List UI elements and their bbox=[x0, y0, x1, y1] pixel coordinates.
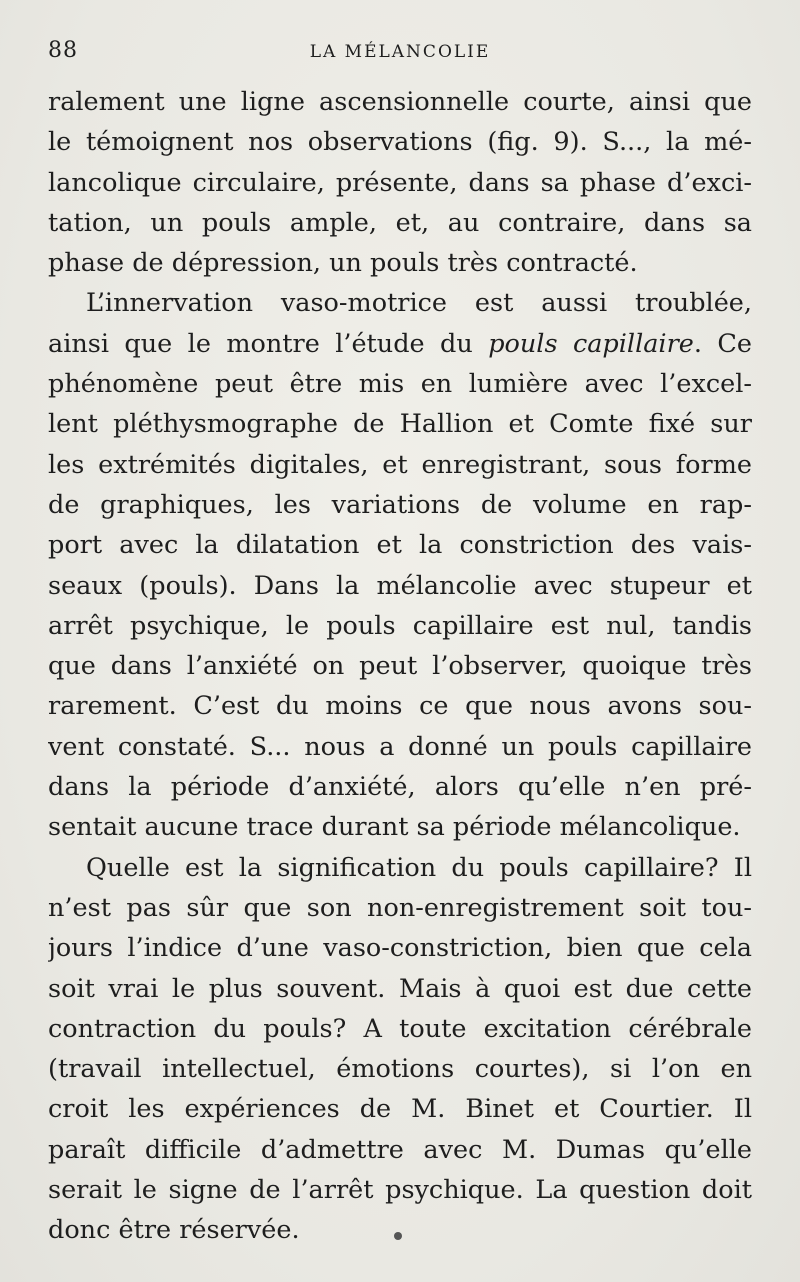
ink-dot-ornament bbox=[394, 1232, 402, 1240]
text-line: Quelle est la signification du pouls capillaire? Il bbox=[86, 852, 752, 883]
page-number: 88 bbox=[48, 38, 78, 63]
text-line: arrêt psychique, le pouls capillaire est nul, tandis bbox=[48, 610, 752, 641]
text-line: paraît difficile d’admettre avec M. Dumas qu’elle bbox=[48, 1134, 752, 1165]
text-line: sentait aucune trace durant sa période mélancolique. bbox=[48, 812, 741, 843]
text-line: dans la période d’anxiété, alors qu’elle n’en pré- bbox=[48, 772, 752, 803]
text-segment: ainsi que le montre l’étude du bbox=[48, 328, 473, 359]
text-line: ralement une ligne ascensionnelle courte, ainsi que bbox=[48, 87, 752, 117]
text-line: vent constaté. S... nous a donné un pouls capillaire bbox=[48, 731, 752, 762]
text-line: lancolique circulaire, présente, dans sa phase d’exci- bbox=[48, 167, 752, 198]
text-line: serait le signe de l’arrêt psychique. La question doit bbox=[48, 1175, 752, 1206]
running-title: LA MÉLANCOLIE bbox=[309, 42, 491, 62]
text-line-with-emphasis bbox=[48, 324, 752, 364]
text-line: donc être réservée. bbox=[48, 1215, 300, 1246]
text-line: n’est pas sûr que son non-enregistrement soit tou- bbox=[48, 892, 752, 923]
text-line: contraction du pouls? A toute excitation cérébrale bbox=[48, 1013, 752, 1044]
body-text bbox=[48, 82, 752, 1251]
text-line: seaux (pouls). Dans la mélancolie avec stupeur et bbox=[48, 570, 752, 601]
text-line: le témoignent nos observations (fig. 9). S..., la mé- bbox=[48, 127, 752, 158]
text-line: tation, un pouls ample, et, au contraire, dans sa bbox=[48, 207, 752, 238]
text-line: (travail intellectuel, émotions courtes), si l’on en bbox=[48, 1054, 752, 1085]
text-line: phase de dépression, un pouls très contracté. bbox=[48, 248, 638, 279]
text-segment: . Ce bbox=[693, 328, 752, 359]
text-line: soit vrai le plus souvent. Mais à quoi est due cette bbox=[48, 973, 752, 1004]
text-line: croit les expériences de M. Binet et Courtier. Il bbox=[48, 1094, 752, 1125]
text-line: que dans l’anxiété on peut l’observer, quoique très bbox=[48, 651, 752, 682]
text-line: L’innervation vaso-motrice est aussi troublée, bbox=[86, 288, 752, 319]
emphasis-pouls-capillaire: pouls capillaire bbox=[488, 328, 694, 359]
text-line: les extrémités digitales, et enregistrant, sous forme bbox=[48, 449, 752, 480]
text-line: rarement. C’est du moins ce que nous avons sou- bbox=[48, 691, 752, 722]
text-line: jours l’indice d’une vaso-constriction, bien que cela bbox=[48, 933, 752, 964]
text-line: phénomène peut être mis en lumière avec l’excel- bbox=[48, 369, 752, 400]
text-line: lent pléthysmographe de Hallion et Comte fixé sur bbox=[48, 409, 752, 440]
page-header bbox=[48, 38, 752, 74]
text-line: port avec la dilatation et la constriction des vais- bbox=[48, 530, 752, 561]
text-line: de graphiques, les variations de volume en rap- bbox=[48, 489, 752, 520]
